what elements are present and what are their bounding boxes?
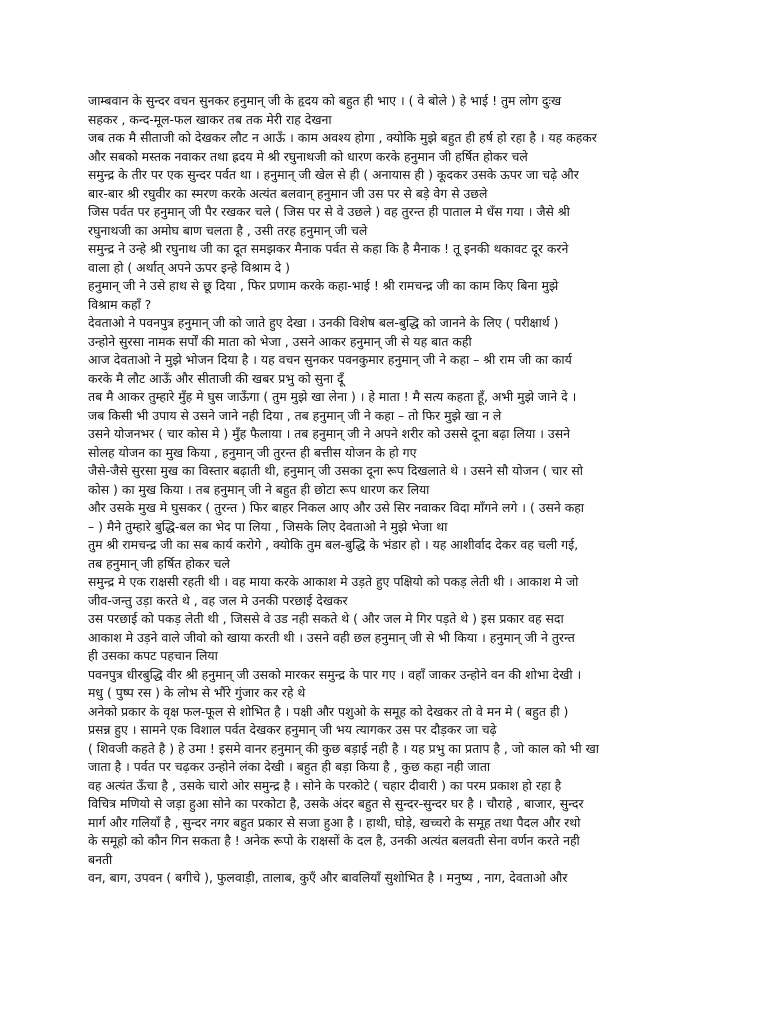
text-line: जाता है । पर्वत पर चढ़कर उन्होने लंका देखी । बहुत ही बड़ा किया है , कुछ कहा नही जाता <box>88 759 491 774</box>
text-line: वन, बाग, उपवन ( बगीचे ), फुलवाड़ी, तालाब, कुएँ और बावलियाँ सुशोभित है । मनुष्य , नाग, देवताओ और <box>88 870 568 885</box>
text-line: पवनपुत्र धीरबुद्धि वीर श्री हनुमान् जी उसको मारकर समुन्द्र के पार गए । वहाँ जाकर उन्होने वन की शोभा देखी । <box>88 666 582 682</box>
text-line: उस परछाई को पकड़ लेती थी , जिससे वे उड नही सकते थे ( और जल मे गिर पड़ते थे ) इस प्रकार वह सदा <box>88 611 564 626</box>
text-line: जैसे-जैसे सुरसा मुख का विस्तार बढ़ाती थी, हनुमान् जी उसका दूना रूप दिखलाते थे । उसने सौ योजन ( चार सो <box>88 463 583 478</box>
text-line: तब हनुमान् जी हर्षित होकर चले <box>88 555 230 571</box>
text-line: जिस पर्वत पर हनुमान् जी पैर रखकर चले ( जिस पर से वे उछले ) वह तुरन्त ही पाताल मे धँस गया । जैसे श्री <box>88 204 570 219</box>
text-line: सोलह योजन का मुख किया , हनुमान् जी तुरन्त ही बत्तीस योजन के हो गए <box>88 444 417 460</box>
text-line: तुम श्री रामचन्द्र जी का सब कार्य करोगे , क्योकि तुम बल-बुद्धि के भंडार हो । यह आशीर्वाद देकर वह चली गई, <box>88 537 579 552</box>
text-line: प्रसन्न हुए । सामने एक विशाल पर्वत देखकर हनुमान् जी भय त्यागकर उस पर दौड़कर जा चढ़े <box>88 722 497 737</box>
text-line: बार-बार श्री रघुवीर का स्मरण करके अत्यंत बलवान् हनुमान जी उस पर से बड़े वेग से उछले <box>88 185 488 201</box>
text-line: कोस ) का मुख किया । तब हनुमान् जी ने बहुत ही छोटा रूप धारण कर लिया <box>88 481 430 497</box>
text-line: ( शिवजी कहते है ) हे उमा ! इसमे वानर हनुमान् की कुछ बड़ाई नही है । यह प्रभु का प्रताप है , जो काल को भी खा <box>88 740 600 756</box>
text-line: हनुमान् जी ने उसे हाथ से छू दिया , फिर प्रणाम करके कहा-भाई ! श्री रामचन्द्र जी का काम किए बिना मुझे <box>88 278 559 293</box>
text-line: ही उसका कपट पहचान लिया <box>88 648 218 663</box>
text-line: विचित्र मणियो से जड़ा हुआ सोने का परकोटा है, उसके अंदर बहुत से सुन्दर-सुन्दर घर है । चौराहे , बाजार, सुन्दर <box>88 796 584 811</box>
text-line: रघुनाथजी का अमोघ बाण चलता है , उसी तरह हनुमान् जी चले <box>88 222 368 238</box>
text-line: तब मै आकर तुम्हारे मुँह मे घुस जाऊँगा ( तुम मुझे खा लेना ) । हे माता ! मै सत्य कहता हूँ, अभी मुझे जाने दे । <box>88 389 577 404</box>
text-line: और सबको मस्तक नवाकर तथा ह्रदय मे श्री रघुनाथजी को धारण करके हनुमान जी हर्षित होकर चले <box>88 148 528 164</box>
text-line: मधु ( पुष्प रस ) के लोभ से भौंरे गुंजार कर रहे थे <box>88 685 306 700</box>
text-line: बनती <box>88 851 113 867</box>
text-line: जब किसी भी उपाय से उसने जाने नही दिया , तब हनुमान् जी ने कहा – तो फिर मुझे खा न ले <box>88 407 502 423</box>
text-line: अनेको प्रकार के वृक्ष फल-फूल से शोभित है । पक्षी और पशुओ के समूह को देखकर तो वे मन मे ( बहुत ही ) <box>88 703 569 719</box>
document-body <box>88 92 760 888</box>
text-line: समुन्द्र मे एक राक्षसी रहती थी । वह माया करके आकाश मे उड़ते हुए पक्षियो को पकड़ लेती थी । आकाश मे जो <box>88 574 579 589</box>
text-line: जीव-जन्तु उड़ा करते थे , वह जल मे उनकी परछाई देखकर <box>88 592 348 608</box>
text-line: आज देवताओ ने मुझे भोजन दिया है । यह वचन सुनकर पवनकुमार हनुमान् जी ने कहा – श्री राम जी का कार्य <box>88 352 572 367</box>
text-line: विश्राम कहाँ ? <box>88 296 152 312</box>
text-line: के समूहो को कौन गिन सकता है ! अनेक रूपो के राक्षसों के दल है, उनकी अत्यंत बलवती सेना वर्णन करते नही <box>88 833 580 848</box>
text-line: सहकर , कन्द-मूल-फल खाकर तब तक मेरी राह देखना <box>88 111 332 127</box>
text-line: देवताओ ने पवनपुत्र हनुमान् जी को जाते हुए देखा । उनकी विशेष बल-बुद्धि को जानने के लिए ( परीक्षार्थ ) <box>88 315 559 330</box>
text-line: आकाश मे उड़ने वाले जीवो को खाया करती थी । उसने वही छल हनुमान् जी से भी किया । हनुमान् जी ने तुरन्त <box>88 629 575 645</box>
text-line: और उसके मुख मे घुसकर ( तुरन्त ) फिर बाहर निकल आए और उसे सिर नवाकर विदा माँगने लगे । ( उसने कहा <box>88 500 585 515</box>
text-line: वाला हो ( अर्थात् अपने ऊपर इन्हे विश्राम दे ) <box>88 259 290 275</box>
text-line: जब तक मै सीताजी को देखकर लौट न आऊँ । काम अवश्य होगा , क्योकि मुझे बहुत ही हर्ष हो रहा है । यह कहकर <box>88 130 597 145</box>
text-line: मार्ग और गलियाँ है , सुन्दर नगर बहुत प्रकार से सजा हुआ है । हाथी, घोड़े, खच्चरो के समूह तथा पैदल और रथो <box>88 814 581 830</box>
text-line: वह अत्यंत ऊँचा है , उसके चारो ओर समुन्द्र है । सोने के परकोटे ( चहार दीवारी ) का परम प्रकाश हो रहा है <box>88 777 562 793</box>
text-line: जाम्बवान के सुन्दर वचन सुनकर हनुमान् जी के हृदय को बहुत ही भाए । ( वे बोले ) हे भाई ! तुम लोग दुःख <box>88 93 562 108</box>
text-line: उसने योजनभर ( चार कोस मे ) मुँह फैलाया । तब हनुमान् जी ने अपने शरीर को उससे दूना बढ़ा लिया । उसने <box>88 426 570 441</box>
text-line: समुन्द्र ने उन्हे श्री रघुनाथ जी का दूत समझकर मैनाक पर्वत से कहा कि है मैनाक ! तू इनकी थकावट दूर करने <box>88 241 569 256</box>
text-line: – ) मैने तुम्हारे बुद्धि-बल का भेद पा लिया , जिसके लिए देवताओ ने मुझे भेजा था <box>88 518 448 534</box>
text-line: करके मै लौट आऊँ और सीताजी की खबर प्रभु को सुना दूँ <box>88 370 344 386</box>
text-line: उन्होने सुरसा नामक सर्पों की माता को भेजा , उसने आकर हनुमान् जी से यह बात कही <box>88 333 472 349</box>
text-line: समुन्द्र के तीर पर एक सुन्दर पर्वत था । हनुमान् जी खेल से ही ( अनायास ही ) कूदकर उसके ऊपर जा चढ़े और <box>88 167 579 182</box>
